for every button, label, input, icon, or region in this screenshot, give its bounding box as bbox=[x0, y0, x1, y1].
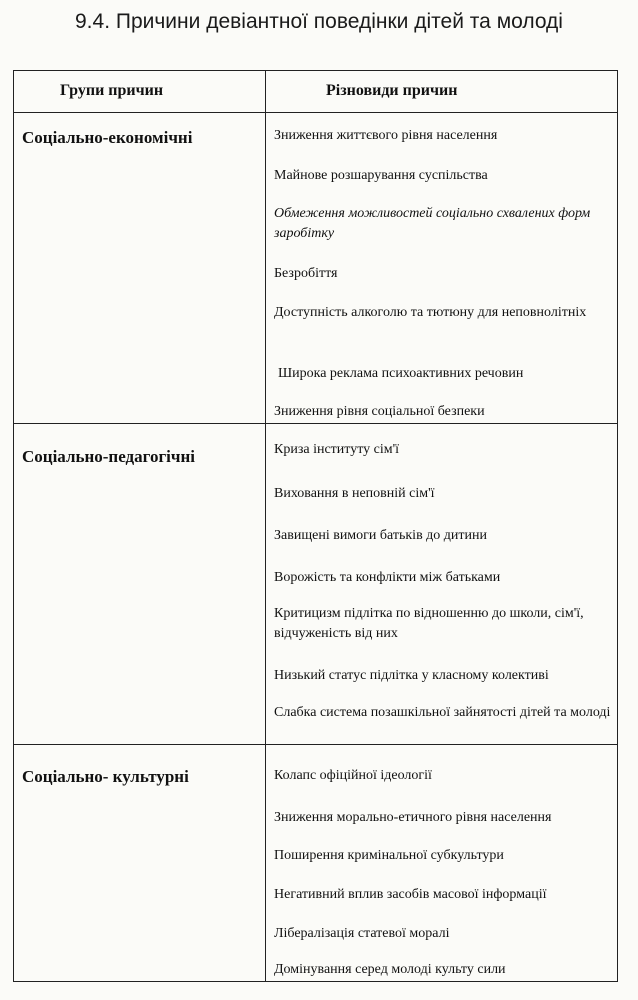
group-divider-1 bbox=[13, 423, 618, 424]
header-groups: Групи причин bbox=[60, 82, 164, 99]
cause-item: Негативний вплив засобів масової інформації bbox=[274, 887, 547, 902]
cause-item: Завищені вимоги батьків до дитини bbox=[274, 528, 488, 543]
header-types: Різновиди причин bbox=[326, 82, 458, 99]
cause-item: Колапс офіційної ідеології bbox=[274, 768, 432, 783]
cause-item: Ворожість та конфлікти між батьками bbox=[274, 570, 501, 585]
cause-item: Низький статус підлітка у класному колективі bbox=[274, 668, 549, 683]
cause-item: Широка реклама психоактивних речовин bbox=[278, 366, 524, 381]
group-name-sociopedagogical: Соціально-педагогічні bbox=[22, 447, 195, 466]
cause-item: Слабка система позашкільної зайнятості дітей та молоді bbox=[274, 705, 611, 720]
group-divider-2 bbox=[13, 744, 618, 745]
cause-item: Зниження життєвого рівня населення bbox=[274, 128, 498, 143]
cause-item: Майнове розшарування суспільства bbox=[274, 168, 488, 183]
cause-item: Критицизм підлітка по відношенню до школи, сім'ї, відчуженість від них bbox=[274, 606, 584, 641]
cause-item: Виховання в неповній сім'ї bbox=[274, 486, 435, 501]
group-name-socioeconomic: Соціально-економічні bbox=[22, 128, 193, 147]
cause-item: Зниження морально-етичного рівня населення bbox=[274, 810, 552, 825]
cause-item: Поширення кримінальної субкультури bbox=[274, 848, 504, 863]
cause-item: Зниження рівня соціальної безпеки bbox=[274, 404, 485, 419]
cause-item: Обмеження можливостей соціально схвалених форм заробітку bbox=[274, 206, 591, 241]
group-name-sociocultural: Соціально- культурні bbox=[22, 767, 189, 786]
cause-item: Криза інституту сім'ї bbox=[274, 442, 400, 457]
cause-item: Безробіття bbox=[274, 266, 338, 281]
cause-item: Домінування серед молоді культу сили bbox=[274, 962, 506, 977]
header-divider bbox=[13, 112, 618, 113]
cause-item: Лібералізація статевої моралі bbox=[274, 926, 450, 941]
page-title: 9.4. Причини девіантної поведінки дітей та молоді bbox=[75, 10, 563, 33]
cause-item: Доступність алкоголю та тютюну для неповнолітніх bbox=[274, 305, 587, 320]
column-divider bbox=[265, 70, 266, 982]
